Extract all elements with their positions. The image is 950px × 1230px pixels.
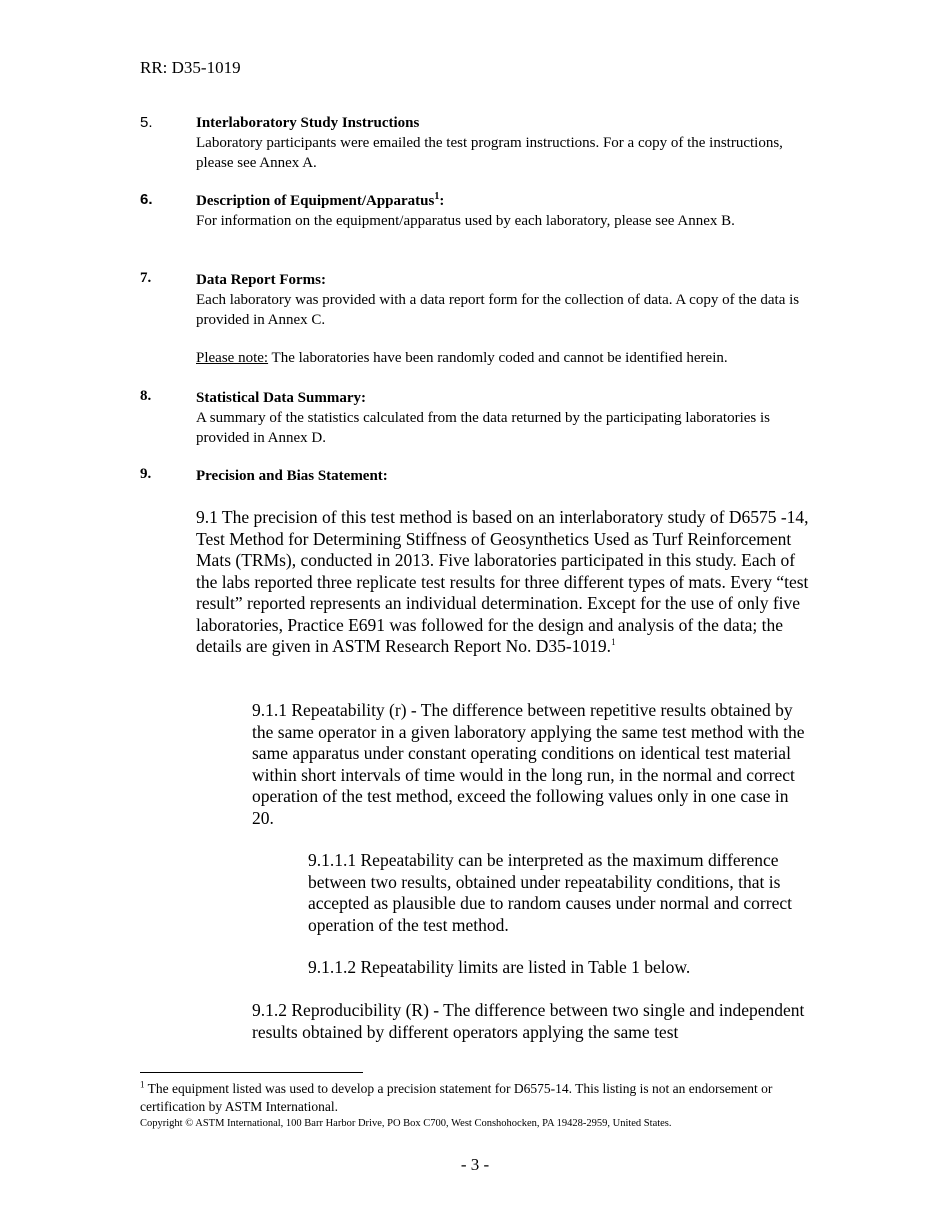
footnote-divider xyxy=(140,1072,363,1073)
running-header: RR: D35-1019 xyxy=(140,58,241,77)
section-8-number: 8. xyxy=(140,388,152,404)
paragraph-9-1-1-1: 9.1.1.1 Repeatability can be interpreted as the maximum difference between two results, obtained under repeatability conditions, that is accepted as plausible due to random causes under normal and correct operation of the test method. xyxy=(308,850,792,935)
section-6-title: Description of Equipment/Apparatus$^1$: xyxy=(196,191,445,209)
section-9-number: 9. xyxy=(140,466,152,482)
section-7-number: 7. xyxy=(140,270,152,286)
section-9 xyxy=(196,466,806,486)
paragraph-9-1-1: 9.1.1 Repeatability (r) - The difference between repetitive results obtained by the same operator in a given laboratory applying the same test method with the same apparatus under constant operating conditions on identical test material within short intervals of time would in the long run, in the normal and correct operation of the test method, exceed the following values only in one case in 20. xyxy=(252,700,805,828)
section-8-title: Statistical Data Summary: xyxy=(196,390,366,406)
footnote-ref: 1 xyxy=(434,191,440,202)
section-7-title: Data Report Forms: xyxy=(196,272,326,288)
section-5 xyxy=(196,113,806,173)
footnote-marker: 1 xyxy=(140,1079,145,1090)
section-7 xyxy=(196,270,806,368)
paragraph-9-1-1-2: 9.1.1.2 Repeatability limits are listed in Table 1 below. xyxy=(308,957,691,977)
paragraph-9-1-2: 9.1.2 Reproducibility (R) - The difference between two single and independent results obtained by different operators applying the same test xyxy=(252,1000,805,1042)
section-7-note: Please note: The laboratories have been randomly coded and cannot be identified herein. xyxy=(196,350,728,366)
section-5-title: Interlaboratory Study Instructions xyxy=(196,115,420,131)
section-6 xyxy=(196,191,806,231)
footnote-ref: 1 xyxy=(611,637,616,648)
section-8 xyxy=(196,388,806,448)
section-6-body: For information on the equipment/apparatus used by each laboratory, please see Annex B. xyxy=(196,213,735,229)
section-6-number: 6. xyxy=(140,191,153,208)
note-label: Please note: xyxy=(196,350,269,366)
section-7-body: Each laboratory was provided with a data report form for the collection of data. A copy of the data is provided in Annex C. xyxy=(196,292,800,328)
section-9-title: Precision and Bias Statement: xyxy=(196,468,388,484)
section-5-body: Laboratory participants were emailed the test program instructions. For a copy of the instructions, please see Annex A. xyxy=(196,135,783,171)
page-number: - 3 - xyxy=(460,1155,490,1174)
copyright-notice: Copyright © ASTM International, 100 Barr Harbor Drive, PO Box C700, West Conshohocken, PA 19428-2959, United States. xyxy=(140,1118,672,1129)
footnote: $^1$ The equipment listed was used to develop a precision statement for D6575-14. This listing is not an endorsement or certification by ASTM International. xyxy=(140,1079,773,1114)
section-5-number: 5. xyxy=(140,114,153,131)
paragraph-9-1: 9.1 The precision of this test method is based on an interlaboratory study of D6575 -14, Test Method for Determining Stiffness of Geosynthetics Used as Turf Reinforcement Mats (TRMs), conducted in 2013. Five laboratories participated in this study. Each of the labs reported three replicate test results for three different types of mats. Every “test result” reported represents an individual determination. Except for the use of only five laboratories, Practice E691 was followed for the design and analysis of the data; the details are given in ASTM Research Report No. D35-1019.$^1$ xyxy=(196,507,809,656)
section-8-body: A summary of the statistics calculated from the data returned by the participating laboratories is provided in Annex D. xyxy=(196,410,770,446)
